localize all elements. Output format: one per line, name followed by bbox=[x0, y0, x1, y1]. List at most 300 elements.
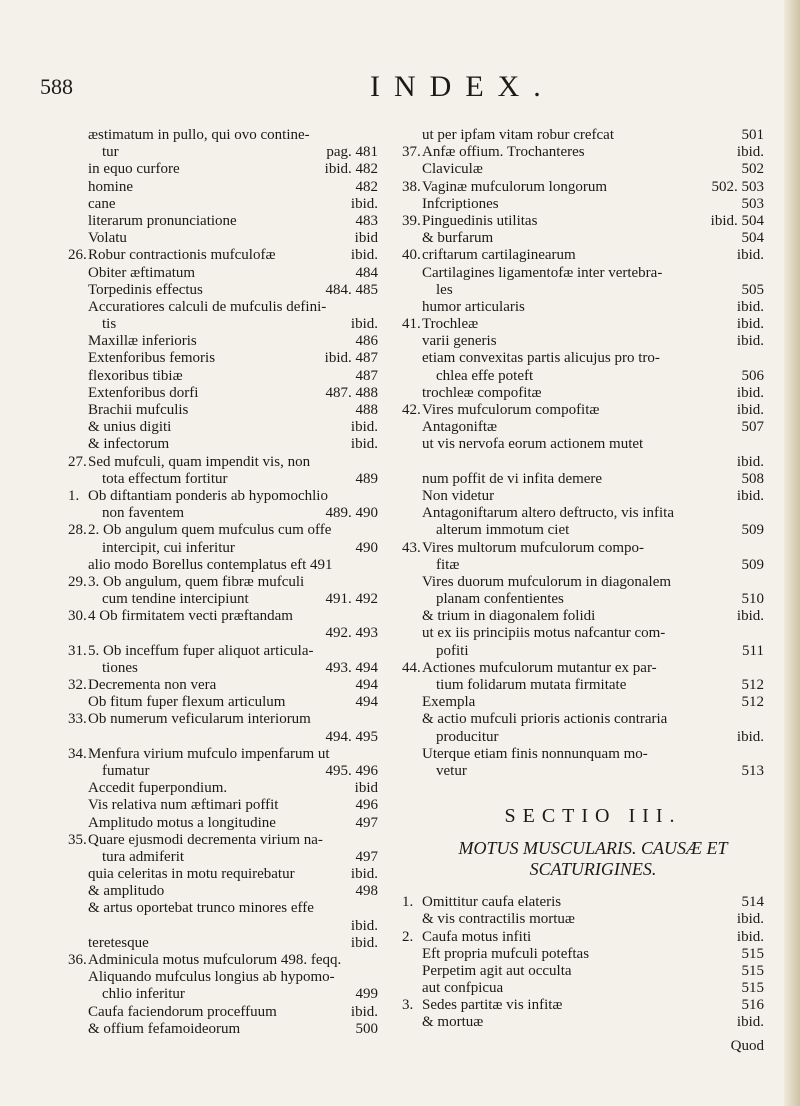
index-entry bbox=[88, 196, 378, 213]
entry-number: 33. bbox=[68, 711, 87, 728]
entry-text: Aliquando mufculus longius ab hypomo- bbox=[88, 969, 335, 986]
entry-number: 41. bbox=[402, 316, 421, 333]
index-entry bbox=[402, 659, 764, 677]
entry-text: les bbox=[436, 281, 453, 298]
index-entry bbox=[422, 282, 764, 299]
index-entry bbox=[88, 591, 378, 608]
index-entry bbox=[422, 299, 764, 316]
entry-text: etiam convexitas partis alicujus pro tro- bbox=[422, 350, 660, 367]
entry-page-ref: 506 bbox=[741, 367, 764, 384]
index-entry bbox=[68, 453, 378, 471]
entry-page-ref: ibid. bbox=[736, 144, 764, 161]
entry-text: & mortuæ bbox=[422, 1014, 484, 1031]
index-entry bbox=[422, 385, 764, 402]
page-header bbox=[0, 70, 800, 110]
index-entry bbox=[422, 711, 764, 728]
entry-page-ref: 502 bbox=[741, 161, 764, 178]
entry-page-ref: 500 bbox=[355, 1020, 378, 1037]
section-heading: SECTIO III. bbox=[504, 805, 682, 828]
index-entry bbox=[88, 144, 378, 161]
index-entry bbox=[422, 643, 764, 660]
entry-text: Robur contractionis mufculofæ bbox=[88, 247, 276, 264]
index-entry bbox=[88, 385, 378, 402]
catchword: Quod bbox=[730, 1037, 764, 1054]
entry-page-ref: 484 bbox=[355, 264, 378, 281]
entry-page-ref: 509 bbox=[741, 556, 764, 573]
index-entry bbox=[422, 729, 764, 746]
entry-text: chlio inferitur bbox=[102, 986, 185, 1003]
entry-page-ref: 490 bbox=[355, 539, 378, 556]
entry-page-ref: ibid. bbox=[736, 728, 764, 745]
entry-text: pofiti bbox=[436, 642, 469, 659]
entry-page-ref: 493. 494 bbox=[325, 659, 378, 676]
index-entry bbox=[88, 230, 378, 247]
entry-page-ref: ibid. bbox=[350, 934, 378, 951]
entry-text: Caufa faciendorum proceffuum bbox=[88, 1003, 277, 1020]
index-entry bbox=[422, 454, 764, 471]
index-entry bbox=[88, 1021, 378, 1038]
index-entry bbox=[422, 574, 764, 591]
entry-text: Ob diftantiam ponderis ab hypomochlio bbox=[88, 487, 328, 504]
entry-page-ref: ibid. bbox=[350, 195, 378, 212]
entry-text: Extenforibus femoris bbox=[88, 350, 216, 367]
index-entry bbox=[88, 729, 378, 746]
entry-text: Trochleæ bbox=[422, 316, 479, 333]
index-entry bbox=[422, 196, 764, 213]
entry-page-ref: 505 bbox=[741, 281, 764, 298]
entry-text: Antagoniftarum altero deftructo, vis infita bbox=[422, 505, 675, 522]
entry-text: quia celeritas in motu requirebatur bbox=[88, 866, 295, 883]
entry-text: Omittitur caufa elateris bbox=[422, 894, 562, 911]
entry-text: & infectorum bbox=[88, 436, 170, 453]
index-entry bbox=[88, 557, 378, 574]
index-entry bbox=[422, 946, 764, 963]
entry-text: & actio mufculi prioris actionis contraria bbox=[422, 711, 668, 728]
entry-text: criftarum cartilaginearum bbox=[422, 247, 576, 264]
index-entry bbox=[88, 333, 378, 350]
entry-text: Accedit fuperpondium. bbox=[88, 780, 228, 797]
entry-page-ref: 512 bbox=[741, 677, 764, 693]
entry-page-ref: 487. 488 bbox=[325, 384, 378, 401]
entry-page-ref: 491. 492 bbox=[325, 591, 378, 608]
entry-number: 38. bbox=[402, 178, 421, 195]
index-entry bbox=[402, 539, 764, 557]
entry-text: tiones bbox=[102, 659, 138, 676]
entry-number: 26. bbox=[68, 247, 87, 264]
index-entry bbox=[422, 161, 764, 178]
entry-page-ref: 508 bbox=[741, 470, 764, 487]
entry-text: literarum pronunciatione bbox=[88, 212, 237, 229]
entry-page-ref: 497 bbox=[355, 848, 378, 865]
entry-text: tur bbox=[102, 144, 119, 161]
entry-text: chlea effe poteft bbox=[436, 367, 534, 384]
entry-page-ref: 516 bbox=[741, 997, 764, 1014]
index-entry bbox=[402, 997, 764, 1014]
entry-number: 1. bbox=[68, 487, 80, 504]
page-title: INDEX. bbox=[370, 70, 555, 103]
entry-page-ref: 498 bbox=[355, 883, 378, 900]
index-entry bbox=[422, 625, 764, 642]
entry-text: teretesque bbox=[88, 934, 149, 951]
index-entry bbox=[422, 963, 764, 980]
index-entry bbox=[402, 178, 764, 196]
entry-text: Torpedinis effectus bbox=[88, 281, 203, 298]
entry-text: Vires duorum mufculorum in diagonalem bbox=[422, 573, 672, 590]
entry-page-ref: 484. 485 bbox=[325, 281, 378, 298]
entry-page-ref: 511 bbox=[742, 642, 764, 659]
index-entry bbox=[88, 797, 378, 814]
index-entry bbox=[402, 212, 764, 230]
index-entry bbox=[422, 980, 764, 997]
entry-page-ref: 496 bbox=[355, 797, 378, 814]
entry-text: Exempla bbox=[422, 694, 476, 711]
index-entry bbox=[68, 711, 378, 728]
section-entries bbox=[402, 894, 764, 1032]
entry-text: Quare ejusmodi decrementa virium na- bbox=[88, 831, 323, 848]
index-entry bbox=[88, 935, 378, 952]
entry-text: homine bbox=[88, 178, 133, 195]
entry-text: Actiones mufculorum mutantur ex par- bbox=[422, 659, 657, 676]
entry-text: planam confentientes bbox=[436, 591, 564, 608]
entry-text: & burfarum bbox=[422, 230, 494, 247]
index-entry bbox=[422, 763, 764, 780]
entry-text: cum tendine intercipiunt bbox=[102, 591, 249, 608]
entry-page-ref: ibid. 487 bbox=[324, 350, 378, 367]
index-entry bbox=[68, 952, 378, 969]
entry-page-ref: 482 bbox=[355, 178, 378, 195]
index-entry bbox=[88, 299, 378, 316]
entry-page-ref: ibid. bbox=[350, 917, 378, 934]
entry-text: & amplitudo bbox=[88, 883, 165, 900]
index-entry bbox=[88, 350, 378, 367]
index-entry bbox=[68, 831, 378, 849]
entry-number: 32. bbox=[68, 677, 87, 693]
index-entry bbox=[402, 928, 764, 946]
index-entry bbox=[402, 402, 764, 419]
index-entry bbox=[88, 436, 378, 453]
entry-page-ref: 497 bbox=[355, 814, 378, 831]
entry-text: Obiter æftimatum bbox=[88, 264, 196, 281]
entry-text: Perpetim agit aut occulta bbox=[422, 962, 572, 979]
entry-text: æstimatum in pullo, qui ovo contine- bbox=[88, 127, 310, 143]
entry-page-ref: 483 bbox=[355, 212, 378, 229]
entry-text: Sedes partitæ vis infitæ bbox=[422, 997, 563, 1014]
index-entry bbox=[68, 522, 378, 539]
right-entries bbox=[402, 127, 764, 780]
entry-text: & unius digiti bbox=[88, 419, 172, 436]
index-entry bbox=[88, 900, 378, 917]
entry-number: 39. bbox=[402, 212, 421, 229]
entry-text: 2. Ob angulum quem mufculus cum offe bbox=[88, 522, 332, 539]
entry-number: 1. bbox=[402, 894, 414, 911]
index-entry bbox=[88, 815, 378, 832]
entry-text: aut confpicua bbox=[422, 980, 504, 997]
entry-text: Vis relativa num æftimari poffit bbox=[88, 797, 279, 814]
entry-number: 31. bbox=[68, 642, 87, 659]
index-entry bbox=[68, 642, 378, 660]
entry-text: Extenforibus dorfi bbox=[88, 384, 199, 401]
entry-text: fitæ bbox=[436, 556, 460, 573]
index-entry bbox=[88, 986, 378, 1003]
entry-page-ref: ibid. bbox=[736, 928, 764, 945]
entry-page-ref: 499 bbox=[355, 986, 378, 1003]
entry-text: Vires mufculorum compofitæ bbox=[422, 402, 600, 418]
entry-page-ref: 489 bbox=[355, 470, 378, 487]
entry-number: 43. bbox=[402, 539, 421, 556]
entry-text: Antagoniftæ bbox=[422, 419, 497, 436]
index-entry bbox=[88, 179, 378, 196]
index-entry bbox=[68, 247, 378, 264]
entry-text: producitur bbox=[436, 728, 499, 745]
index-entry bbox=[422, 368, 764, 385]
entry-number: 40. bbox=[402, 247, 421, 264]
entry-text: Ob numerum veficularum interiorum bbox=[88, 711, 311, 728]
entry-page-ref: ibid. bbox=[736, 911, 764, 928]
entry-page-ref: ibid bbox=[354, 780, 378, 797]
index-entry bbox=[88, 763, 378, 780]
entry-text: Volatu bbox=[88, 230, 127, 247]
entry-text: tium folidarum mutata firmitate bbox=[436, 677, 627, 693]
index-entry bbox=[422, 436, 764, 453]
section-title-line-2: SCATURIGINES. bbox=[529, 859, 657, 880]
index-entry bbox=[422, 488, 764, 505]
index-entry bbox=[88, 625, 378, 642]
entry-page-ref: pag. 481 bbox=[326, 144, 378, 161]
entry-page-ref: 513 bbox=[741, 762, 764, 779]
entry-number: 42. bbox=[402, 402, 421, 418]
entry-text: & offium fefamoideorum bbox=[88, 1020, 241, 1037]
entry-text: ut per ipfam vitam robur crefcat bbox=[422, 127, 614, 143]
entry-page-ref: 488 bbox=[355, 402, 378, 418]
index-entry bbox=[422, 1014, 764, 1031]
entry-number: 30. bbox=[68, 608, 87, 625]
index-entry bbox=[88, 1004, 378, 1021]
entry-number: 35. bbox=[68, 831, 87, 848]
entry-page-ref: ibid. bbox=[736, 333, 764, 350]
entry-page-ref: 515 bbox=[741, 945, 764, 962]
entry-number: 37. bbox=[402, 144, 421, 161]
index-entry bbox=[88, 161, 378, 178]
entry-page-ref: ibid. bbox=[736, 298, 764, 315]
entry-text: fumatur bbox=[102, 762, 150, 779]
entry-text: tota effectum fortitur bbox=[102, 470, 228, 487]
entry-page-ref: ibid. 504 bbox=[710, 212, 764, 229]
entry-page-ref: ibid. bbox=[736, 402, 764, 418]
entry-page-ref: 509 bbox=[741, 522, 764, 539]
index-entry bbox=[88, 660, 378, 677]
entry-text: in equo curfore bbox=[88, 161, 180, 178]
index-entry bbox=[422, 333, 764, 350]
entry-text: non faventem bbox=[102, 505, 185, 522]
entry-page-ref: ibid. bbox=[736, 316, 764, 333]
entry-page-ref: ibid. bbox=[736, 487, 764, 504]
entry-text: Amplitudo motus a longitudine bbox=[88, 814, 276, 831]
entry-page-ref: ibid. bbox=[736, 608, 764, 625]
index-entry bbox=[88, 883, 378, 900]
entry-page-ref: 514 bbox=[741, 894, 764, 911]
entry-page-ref: 503 bbox=[741, 195, 764, 212]
entry-page-ref: 501 bbox=[741, 127, 764, 143]
index-entry bbox=[422, 471, 764, 488]
entry-page-ref: 487 bbox=[355, 367, 378, 384]
section-title-line-1: MOTUS MUSCULARIS. CAUSÆ ET bbox=[458, 838, 728, 859]
left-column bbox=[68, 127, 378, 1038]
entry-page-ref: 502. 503 bbox=[711, 178, 764, 195]
entry-page-ref: 515 bbox=[741, 962, 764, 979]
index-entry bbox=[402, 894, 764, 911]
entry-text: Non videtur bbox=[422, 487, 495, 504]
entry-page-ref: 494. 495 bbox=[325, 728, 378, 745]
entry-page-ref: 510 bbox=[741, 591, 764, 608]
entry-number: 28. bbox=[68, 522, 87, 539]
entry-text: Vires multorum mufculorum compo- bbox=[422, 539, 644, 556]
index-entry bbox=[402, 316, 764, 333]
entry-text: ut vis nervofa eorum actionem mutet bbox=[422, 436, 644, 453]
index-entry bbox=[88, 505, 378, 522]
index-entry bbox=[88, 694, 378, 711]
index-entry bbox=[68, 745, 378, 763]
index-entry bbox=[88, 127, 378, 144]
index-entry bbox=[422, 911, 764, 928]
index-entry bbox=[68, 677, 378, 694]
entry-text: Accuratiores calculi de mufculis defini- bbox=[88, 298, 327, 315]
index-entry bbox=[88, 471, 378, 488]
entry-text: Vaginæ mufculorum longorum bbox=[422, 178, 607, 195]
entry-number: 27. bbox=[68, 453, 87, 470]
entry-page-ref: 489. 490 bbox=[325, 505, 378, 522]
index-entry bbox=[422, 591, 764, 608]
index-entry bbox=[422, 230, 764, 247]
entry-page-ref: 492. 493 bbox=[325, 625, 378, 642]
index-entry bbox=[88, 265, 378, 282]
entry-page-ref: ibid bbox=[354, 230, 378, 247]
entry-text: tura admiferit bbox=[102, 848, 185, 865]
entry-text: humor articularis bbox=[422, 298, 525, 315]
index-entry bbox=[88, 540, 378, 557]
entry-text: cane bbox=[88, 195, 116, 212]
entry-text: Caufa motus infiti bbox=[422, 928, 532, 945]
entry-text: Ob fitum fuper flexum articulum bbox=[88, 694, 286, 711]
entry-text: ut ex iis principiis motus nafcantur com- bbox=[422, 625, 666, 642]
entry-page-ref: ibid. bbox=[736, 247, 764, 264]
entry-page-ref: ibid. 482 bbox=[324, 161, 378, 178]
index-entry bbox=[88, 316, 378, 333]
entry-text: vetur bbox=[436, 762, 467, 779]
entry-page-ref: ibid. bbox=[350, 247, 378, 264]
entry-page-ref: ibid. bbox=[350, 1003, 378, 1020]
index-entry bbox=[88, 849, 378, 866]
entry-text: Decrementa non vera bbox=[88, 677, 217, 693]
entry-text: tis bbox=[102, 316, 117, 333]
entry-text: flexoribus tibiæ bbox=[88, 367, 183, 384]
entry-text: alio modo Borellus contemplatus eft 491 bbox=[88, 556, 333, 573]
index-entry bbox=[422, 608, 764, 625]
entry-page-ref: 504 bbox=[741, 230, 764, 247]
entry-page-ref: ibid. bbox=[350, 866, 378, 883]
entry-page-ref: ibid. bbox=[350, 419, 378, 436]
entry-page-ref: 494 bbox=[355, 694, 378, 711]
right-column bbox=[402, 127, 764, 1055]
entry-text: Cartilagines ligamentofæ inter vertebra- bbox=[422, 264, 663, 281]
index-entry bbox=[422, 677, 764, 694]
entry-page-ref: ibid. bbox=[736, 384, 764, 401]
entry-number: 29. bbox=[68, 573, 87, 590]
page-edge bbox=[784, 0, 800, 1106]
index-entry bbox=[88, 918, 378, 935]
index-entry bbox=[68, 487, 378, 505]
entry-page-ref: ibid. bbox=[736, 453, 764, 470]
entry-text: & vis contractilis mortuæ bbox=[422, 911, 575, 928]
index-entry bbox=[422, 265, 764, 282]
entry-text: & artus oportebat trunco minores effe bbox=[88, 900, 314, 917]
entry-page-ref: 512 bbox=[741, 694, 764, 711]
page-number: 588 bbox=[40, 74, 73, 99]
entry-text: Maxillæ inferioris bbox=[88, 333, 197, 350]
index-entry bbox=[422, 522, 764, 539]
entry-text: Menfura virium mufculo impenfarum ut bbox=[88, 745, 330, 762]
entry-text: Adminicula motus mufculorum 498. feqq. bbox=[88, 952, 342, 968]
entry-page-ref: ibid. bbox=[350, 316, 378, 333]
index-entry bbox=[88, 969, 378, 986]
entry-text: Eft propria mufculi poteftas bbox=[422, 945, 590, 962]
index-entry bbox=[88, 282, 378, 299]
index-entry bbox=[88, 866, 378, 883]
index-entry bbox=[88, 780, 378, 797]
entry-text: Pinguedinis utilitas bbox=[422, 212, 538, 229]
entry-text: num poffit de vi infita demere bbox=[422, 470, 603, 487]
entry-page-ref: 515 bbox=[741, 980, 764, 997]
entry-text: varii generis bbox=[422, 333, 497, 350]
entry-page-ref: ibid. bbox=[736, 1014, 764, 1031]
index-entry bbox=[422, 505, 764, 522]
entry-text: 3. Ob angulum, quem fibræ mufculi bbox=[88, 573, 305, 590]
entry-page-ref: 495. 496 bbox=[325, 762, 378, 779]
entry-text: alterum immotum ciet bbox=[436, 522, 570, 539]
entry-text: Anfæ offium. Trochanteres bbox=[422, 144, 585, 161]
index-entry bbox=[88, 213, 378, 230]
entry-text: 5. Ob inceffum fuper aliquot articula- bbox=[88, 642, 314, 659]
entry-text: 4 Ob firmitatem vecti præftandam bbox=[88, 608, 293, 625]
entry-text: Claviculæ bbox=[422, 161, 483, 178]
entry-page-ref: ibid. bbox=[350, 436, 378, 453]
entry-number: 2. bbox=[402, 928, 414, 945]
entry-text: Sed mufculi, quam impendit vis, non bbox=[88, 453, 311, 470]
entry-page-ref: 486 bbox=[355, 333, 378, 350]
entry-text: Infcriptiones bbox=[422, 195, 499, 212]
entry-text: trochleæ compofitæ bbox=[422, 384, 542, 401]
index-entry bbox=[88, 402, 378, 419]
index-entry bbox=[422, 557, 764, 574]
index-entry bbox=[422, 694, 764, 711]
entry-number: 3. bbox=[402, 997, 414, 1014]
index-entry bbox=[422, 127, 764, 144]
entry-number: 34. bbox=[68, 745, 87, 762]
entry-text: Brachii mufculis bbox=[88, 402, 189, 418]
index-entry bbox=[422, 746, 764, 763]
entry-text: intercipit, cui inferitur bbox=[102, 539, 235, 556]
index-entry bbox=[88, 419, 378, 436]
index-entry bbox=[88, 368, 378, 385]
entry-number: 44. bbox=[402, 659, 421, 676]
index-entry bbox=[402, 247, 764, 264]
entry-number: 36. bbox=[68, 952, 87, 968]
index-entry bbox=[422, 350, 764, 367]
entry-page-ref: 494 bbox=[355, 677, 378, 693]
index-entry bbox=[422, 419, 764, 436]
entry-text: & trium in diagonalem folidi bbox=[422, 608, 596, 625]
index-entry bbox=[68, 608, 378, 625]
index-entry bbox=[68, 573, 378, 591]
